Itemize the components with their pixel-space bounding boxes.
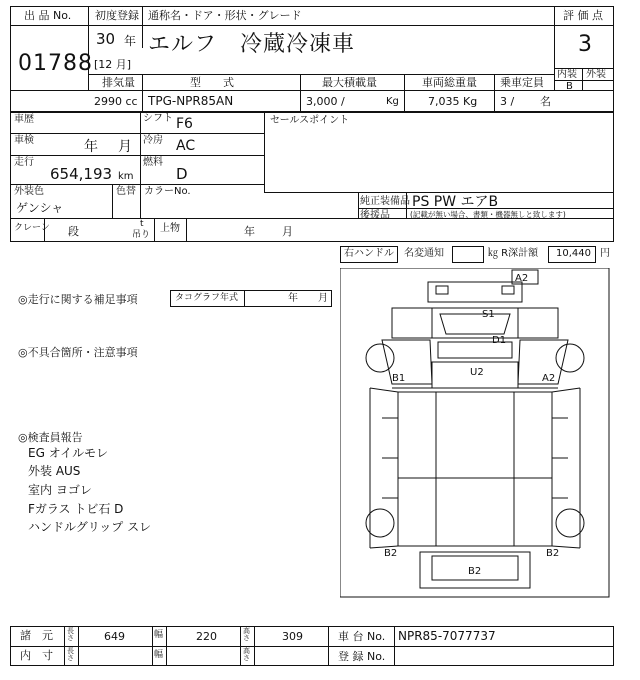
report-line: EG オイルモレ (28, 446, 109, 460)
max-load-unit: Kg (386, 96, 399, 107)
first-reg-year-unit: 年 (124, 34, 137, 48)
inner-length-label: 長さ (67, 647, 74, 662)
capacity-unit: 名 (540, 95, 551, 108)
report-line: 室内 ヨゴレ (28, 483, 92, 497)
report-line: 外装 AUS (28, 464, 81, 478)
height-value: 309 (282, 630, 303, 643)
length-label: 長さ (67, 627, 74, 642)
color-value: ゲンシャ (16, 201, 64, 215)
name-change-box (452, 246, 484, 263)
color-change-label: 色替 (116, 186, 136, 197)
interior-grade: B (566, 81, 573, 92)
height-label: 高さ (243, 627, 250, 642)
damage-mark: S1 (482, 309, 495, 320)
front-right-wheel (556, 344, 584, 372)
damage-mark: D1 (492, 335, 507, 346)
chassis-value: NPR85-7077737 (398, 629, 496, 643)
fuel-value: D (176, 165, 188, 183)
first-reg-label: 初度登録 (95, 9, 139, 22)
capacity-label: 乗車定員 (500, 76, 544, 89)
dims-label: 諸 元 (20, 629, 53, 642)
damage-mark: B2 (384, 548, 398, 559)
inspection-year: 年 (84, 139, 98, 155)
shift-label: シフト (143, 113, 173, 124)
car-name-label: 通称名・ドア・形状・グレード (148, 9, 302, 22)
inspector-report-label: ◎検査員報告 (18, 431, 83, 444)
registration-label: 登 録 No. (338, 650, 386, 663)
fuel-label: 燃料 (143, 157, 163, 168)
aftermarket-note: (記載が無い場合、書類・機器無しと致します) (410, 210, 566, 219)
lot-number: 01788 (18, 51, 93, 76)
report-line: Fガラス トビ石 D (28, 502, 124, 516)
tailgate-year: 年 (244, 225, 255, 238)
mileage-unit: km (118, 171, 134, 182)
length-value: 649 (104, 630, 125, 643)
tacho-label: タコグラフ年式 (175, 293, 239, 303)
grade-value: 3 (578, 32, 592, 57)
ac-label: 冷房 (143, 135, 163, 146)
model-value: TPG-NPR85AN (148, 94, 234, 108)
first-reg-month: [12 月] (94, 58, 132, 71)
capacity-value: 3 / (500, 95, 515, 108)
history-label: 車歴 (14, 114, 34, 125)
mileage-value: 654,193 (50, 165, 113, 183)
damage-mark: A2 (515, 273, 529, 284)
crane-stage: 段 (68, 225, 79, 238)
exterior-grade-label: 外装 (586, 69, 606, 80)
damage-mark: B2 (468, 566, 482, 577)
mileage-label: 走行 (14, 157, 34, 168)
displacement-label: 排気量 (102, 76, 135, 89)
tacho-month: 月 (318, 293, 328, 304)
crane-label: クレーン (14, 223, 50, 233)
meter-unit: 円 (600, 248, 610, 259)
gross-weight-label: 車両総重量 (422, 76, 477, 89)
inspection-label: 車検 (14, 135, 34, 146)
tailgate-month: 月 (282, 225, 293, 238)
defects-label: ◎不具合箇所・注意事項 (18, 346, 138, 359)
inner-dims-label: 内 寸 (20, 649, 53, 662)
front-left-wheel (366, 344, 394, 372)
inner-width-label: 幅 (154, 650, 164, 660)
damage-mark: U2 (470, 367, 484, 378)
front-bumper-shape (428, 282, 522, 302)
lot-label: 出 品 No. (24, 9, 72, 22)
car-name: エルフ 冷蔵冷凍車 (148, 32, 356, 57)
truck-damage-diagram (340, 268, 610, 598)
damage-mark: B1 (392, 373, 406, 384)
color-no-label: カラーNo. (144, 186, 191, 197)
report-line: ハンドルグリップ スレ (28, 520, 152, 534)
color-label: 外装色 (14, 186, 44, 197)
driving-notes-label: ◎走行に関する補足事項 (18, 293, 138, 306)
handle-value: 右ハンドル (344, 248, 394, 259)
crane-lift: 吊り (132, 230, 151, 240)
crane-t: t (140, 219, 144, 229)
ac-value: AC (176, 138, 196, 154)
name-change-label: 名変通知 (404, 248, 444, 259)
meter-label: ㎏ R深計額 (488, 248, 539, 259)
damage-mark: B2 (546, 548, 560, 559)
meter-value: 10,440 (556, 248, 591, 259)
aftermarket-label: 後援品 (360, 210, 390, 221)
left-door-shape (382, 340, 432, 384)
inspection-month: 月 (118, 139, 132, 155)
grade-label: 評 価 点 (563, 9, 603, 22)
tacho-year: 年 (288, 293, 298, 304)
gross-weight-value: 7,035 Kg (428, 95, 478, 108)
equipment-value: PS PW エアB (412, 194, 499, 210)
max-load-value: 3,000 / (306, 95, 345, 108)
sales-point-label: セールスポイント (270, 115, 350, 126)
chassis-label: 車 台 No. (338, 630, 386, 643)
first-reg-year: 30 (96, 30, 116, 48)
width-label: 幅 (154, 630, 164, 640)
tailgate-label: 上物 (160, 223, 180, 234)
inner-height-label: 高さ (243, 647, 250, 662)
displacement-value: 2990 cc (94, 95, 138, 108)
shift-value: F6 (176, 116, 193, 132)
interior-grade-label: 内装 (557, 69, 577, 80)
damage-mark: A2 (542, 373, 556, 384)
width-value: 220 (196, 630, 217, 643)
cargo-box-shape (398, 392, 552, 546)
windshield-shape (440, 314, 510, 334)
max-load-label: 最大積載量 (322, 76, 377, 89)
equipment-label: 純正装備品 (360, 196, 410, 207)
model-label: 型 式 (190, 76, 234, 89)
